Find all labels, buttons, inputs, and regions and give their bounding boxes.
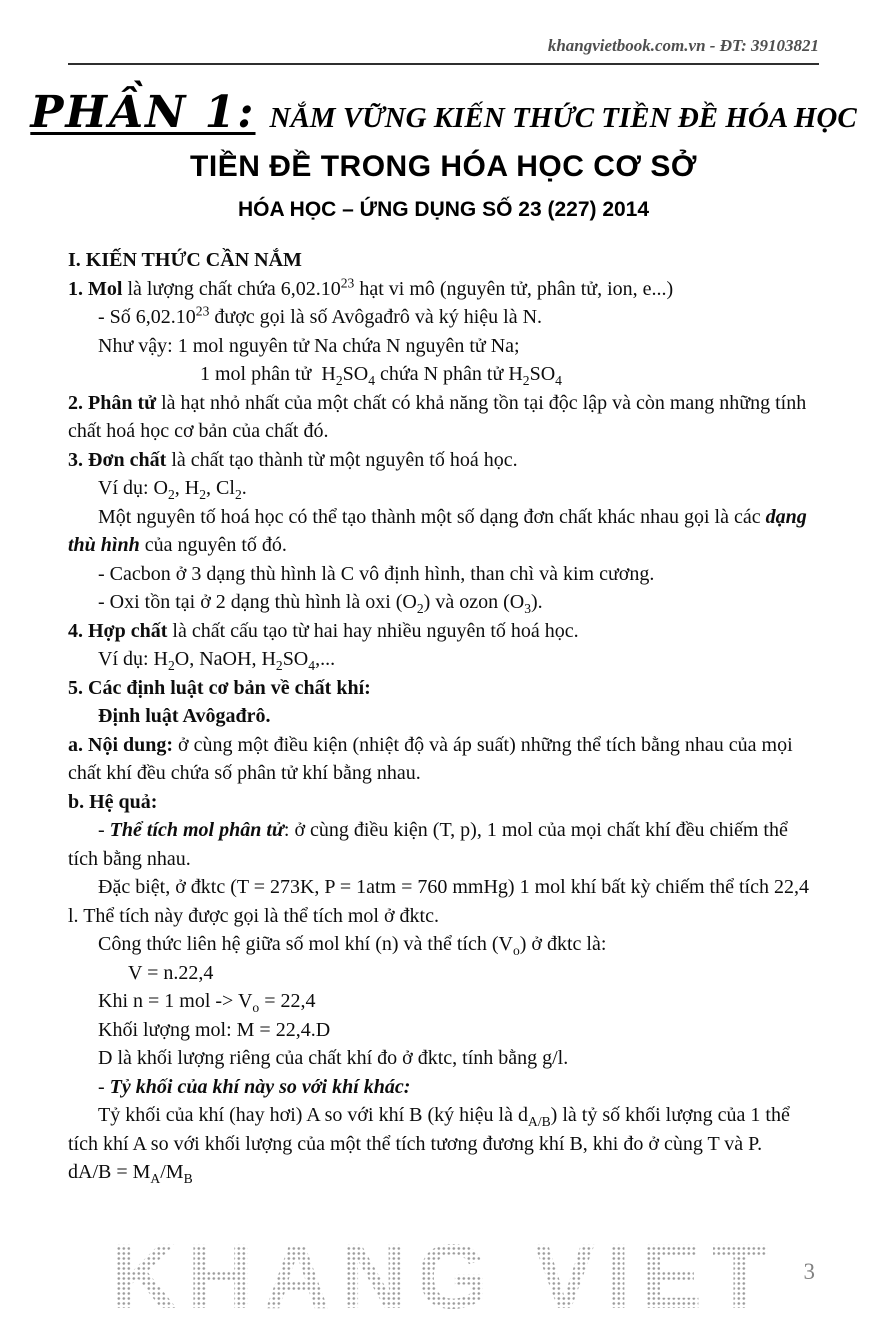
text-run: ) là tỷ số khối lượng của 1 thể tích khí A so với khối lượng của một thể tích tương đương khí B, khi đo ở cùng T và P. dA/B = M: [68, 1104, 790, 1183]
text-run: , Cl: [206, 477, 235, 499]
text-run: ở cùng một điều kiện (nhiệt độ và áp suất) những thể tích bằng nhau của mọi chất khí đều chứa số phân tử khí bằng nhau.: [68, 733, 793, 784]
text-run: o: [512, 943, 520, 958]
text-run: Tỷ khối của khí (hay hơi) A so với khí B (ký hiệu là d: [98, 1104, 528, 1126]
paragraph: [68, 987, 819, 1016]
paragraph: [68, 788, 819, 817]
text-run: 2. Phân tử: [68, 391, 157, 414]
page-number: 3: [803, 1259, 815, 1284]
paragraph: [68, 930, 819, 959]
text-run: Thể tích mol phân tử: [109, 819, 284, 841]
paragraph: [68, 474, 819, 503]
text-run: : ở cùng điều kiện (T, p), 1 mol của mọi chất khí đều chiếm thể tích bằng nhau.: [68, 819, 788, 870]
text-run: của nguyên tố đó.: [139, 534, 287, 556]
text-run: 4. Hợp chất: [68, 619, 168, 642]
text-run: Tỷ khối của khí này so với khí khác:: [109, 1075, 411, 1098]
paragraph: [68, 645, 819, 674]
text-run: Đặc biệt, ở đktc (T = 273K, P = 1atm = 760 mmHg) 1 mol khí bất kỳ chiếm thể tích 22,4 l. Thể tích này được gọi là thể tích mol ở đktc.: [68, 876, 809, 927]
text-run: 1 mol phân tử H: [200, 363, 336, 385]
text-run: là chất tạo thành từ một nguyên tố hoá học.: [166, 448, 518, 471]
text-run: 5. Các định luật cơ bản về chất khí:: [68, 676, 371, 699]
text-run: 2: [168, 658, 175, 673]
paragraph: [68, 1073, 819, 1102]
paragraph: [68, 873, 819, 930]
text-run: ,...: [315, 648, 336, 670]
text-run: O, NaOH, H: [174, 648, 276, 670]
paragraph: [68, 303, 819, 332]
text-run: .: [241, 477, 247, 499]
text-run: Ví dụ: H: [98, 648, 168, 670]
text-run: là lượng chất chứa 6,02.10: [122, 277, 341, 300]
text-run: là hạt nhỏ nhất của một chất có khả năng tồn tại độc lập và còn mang những tính chất hoá học cơ bản của chất đó.: [68, 391, 807, 442]
part-title: NẮM VỮNG KIẾN THỨC TIỀN ĐỀ HÓA HỌC: [269, 102, 857, 134]
paragraph: [68, 275, 819, 304]
watermark: KHANG VIET: [110, 1226, 779, 1328]
text-run: 2: [234, 487, 242, 502]
title-block: [30, 87, 857, 222]
text-run: SO: [342, 363, 369, 385]
paragraph: [68, 360, 819, 389]
paragraph: [68, 332, 819, 361]
text-run: 23: [195, 303, 210, 319]
text-run: = 22,4: [259, 990, 316, 1012]
text-run: a. Nội dung:: [68, 733, 174, 756]
paragraph: [68, 674, 819, 703]
paragraph: [68, 702, 819, 731]
paragraph: [68, 1101, 819, 1187]
text-run: Khi n = 1 mol -> V: [98, 990, 253, 1012]
paragraph: [68, 731, 819, 788]
text-run: - Cacbon ở 3 dạng thù hình là C vô định hình, than chì và kim cương.: [98, 562, 655, 585]
text-run: 2: [416, 601, 424, 616]
text-run: chứa N phân tử H: [375, 363, 523, 385]
text-run: SO: [282, 648, 309, 670]
paragraph: [68, 959, 819, 988]
text-run: Ví dụ: O: [98, 477, 168, 499]
chapter-subtitle: HÓA HỌC – ỨNG DỤNG SỐ 23 (227) 2014: [237, 198, 650, 221]
text-run: V = n.22,4: [128, 961, 214, 984]
page-header: [68, 36, 819, 63]
paragraph: [68, 246, 819, 275]
text-run: 23: [340, 274, 355, 290]
text-run: 2: [199, 487, 207, 502]
text-run: Khối lượng mol: M = 22,4.D: [98, 1018, 331, 1041]
text-run: 2: [275, 658, 283, 673]
paragraph: [68, 389, 819, 446]
text-run: dạng thù hình: [68, 505, 807, 556]
text-run: - Oxi tồn tại ở 2 dạng thù hình là oxi (O: [98, 591, 417, 613]
part-heading: [30, 87, 857, 138]
paragraph: [68, 446, 819, 475]
text-run: 2: [168, 487, 175, 502]
paragraph: [68, 1044, 819, 1073]
paragraph: [68, 588, 819, 617]
text-run: Một nguyên tố hoá học có thể tạo thành một số dạng đơn chất khác nhau gọi là các: [98, 505, 766, 528]
text-run: 2: [522, 373, 530, 388]
chapter-title: TIỀN ĐỀ TRONG HÓA HỌC CƠ SỞ: [190, 150, 697, 183]
text-run: hạt vi mô (nguyên tử, phân tử, ion, e...): [354, 277, 674, 300]
text-run: là chất cấu tạo từ hai hay nhiều nguyên tố hoá học.: [167, 619, 579, 642]
text-run: 1. Mol: [68, 277, 123, 300]
text-run: /M: [160, 1161, 184, 1183]
text-run: I. KIẾN THỨC CẦN NẮM: [68, 249, 302, 271]
text-run: ) và ozon (O: [423, 591, 525, 613]
text-run: - Số 6,02.10: [98, 306, 196, 328]
text-run: 2: [335, 373, 343, 388]
paragraph: [68, 617, 819, 646]
text-run: được gọi là số Avôgađrô và ký hiệu là N.: [209, 306, 543, 328]
text-run: 3. Đơn chất: [68, 448, 167, 471]
text-run: A/B: [528, 1114, 551, 1129]
site-header-text: khangvietbook.com.vn - ĐT: 39103821: [547, 36, 819, 55]
text-run: Công thức liên hệ giữa số mol khí (n) và thể tích (V: [98, 933, 513, 955]
document-body: [68, 246, 819, 1187]
text-run: 4: [368, 373, 376, 388]
text-run: 4: [555, 373, 562, 388]
text-run: -: [98, 1075, 110, 1098]
paragraph: [68, 1016, 819, 1045]
paragraph: [68, 816, 819, 873]
text-run: ).: [531, 591, 543, 613]
text-run: -: [98, 819, 110, 841]
paragraph: [68, 503, 819, 560]
text-run: ) ở đktc là:: [519, 933, 607, 955]
part-label: PHẦN 1:: [30, 87, 256, 138]
text-run: b. Hệ quả:: [68, 790, 158, 813]
text-run: 3: [524, 601, 531, 616]
text-run: D là khối lượng riêng của chất khí đo ở đktc, tính bằng g/l.: [98, 1047, 569, 1069]
text-run: o: [252, 1000, 260, 1015]
text-run: Như vậy: 1 mol nguyên tử Na chứa N nguyên tử Na;: [98, 334, 520, 357]
text-run: , H: [174, 477, 200, 499]
text-run: SO: [529, 363, 556, 385]
paragraph: [68, 560, 819, 589]
text-run: B: [183, 1171, 193, 1186]
header-divider: [68, 63, 819, 65]
text-run: Định luật Avôgađrô.: [98, 705, 271, 727]
text-run: 4: [308, 658, 316, 673]
text-run: A: [150, 1171, 161, 1186]
